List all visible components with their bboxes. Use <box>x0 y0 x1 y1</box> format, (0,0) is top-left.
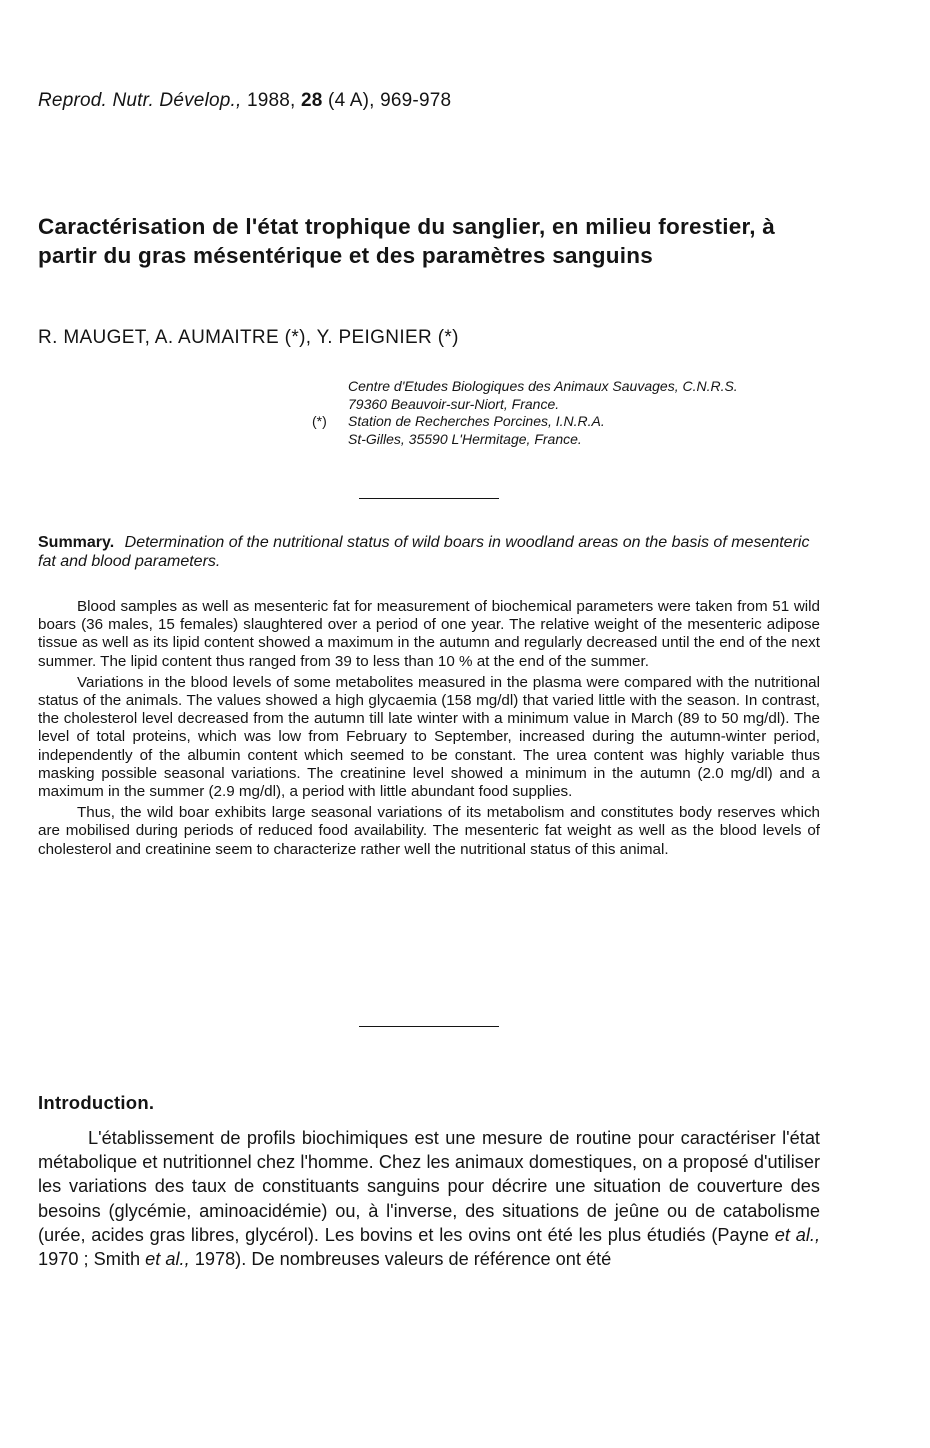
introduction-heading: Introduction. <box>38 1092 155 1113</box>
affiliations <box>312 378 738 448</box>
summary-title <box>38 533 828 571</box>
affiliation-line: 79360 Beauvoir-sur-Niort, France. <box>348 395 560 412</box>
abstract-paragraph: Variations in the blood levels of some metabolites measured in the plasma were compared with the nutritional status of the animals. The values showed a high glycaemia (158 mg/dl) that varied little with the season. In contrast, the cholesterol level decreased from the autumn till late winter with a minimum value in March (89 to 50 mg/dl). The level of total proteins, which was low from February to September, increased during the autumn-winter period, independently of the albumin content which seemed to be constant. The urea content was highly variable thus masking possible seasonal variations. The creatinine level showed a minimum in the autumn (2.0 mg/dl) and a maximum in the summer (2.9 mg/dl), a period with little abundant food supplies. <box>38 673 820 801</box>
journal-volume: 28 <box>301 90 323 111</box>
affiliation-line <box>312 413 738 431</box>
affiliation-line: St-Gilles, 35590 L'Hermitage, France. <box>348 430 582 447</box>
intro-citation-et-al: et al., <box>145 1249 190 1270</box>
journal-issue-pages: (4 A), 969-978 <box>328 90 452 111</box>
affiliation-line: Centre d'Etudes Biologiques des Animaux Sauvages, C.N.R.S. <box>348 378 738 394</box>
introduction-paragraph <box>38 1126 820 1271</box>
abstract-paragraph: Blood samples as well as mesenteric fat for measurement of biochemical parameters were taken from 51 wild boars (36 males, 15 females) slaughtered over a period of one year. The relative weight of the mesenteric adipose tissue as well as its lipid content showed a maximum in the autumn and regularly decreased until the end of the next summer. The lipid content thus ranged from 39 to less than 10 % at the end of the summer. <box>38 598 820 670</box>
journal-citation <box>38 90 451 112</box>
separator-rule <box>359 498 499 499</box>
article-title: Caractérisation de l'état trophique du sanglier, en milieu forestier, à partir du gras mésentérique et des paramètres sanguins <box>38 214 776 268</box>
separator-rule <box>359 1026 499 1027</box>
intro-text: 1978). De nombreuses valeurs de référence ont été <box>194 1249 612 1270</box>
author-list: R. MAUGET, A. AUMAITRE (*), Y. PEIGNIER (*) <box>38 327 459 348</box>
summary-english-title: Determination of the nutritional status of wild boars in woodland areas on the basis of mesenteric fat and blood parameters. <box>38 534 810 570</box>
affiliation-text: Station de Recherches Porcines, I.N.R.A. <box>348 413 605 429</box>
abstract <box>38 598 820 862</box>
intro-text: L'établissement de profils biochimiques est une mesure de routine pour caractériser l'état métabolique et nutritionnel chez l'homme. Chez les animaux domestiques, on a proposé d'utiliser les variations des taux de constituants sanguins pour décrire une situation de couverture des besoins (glycémie, aminoacidémie) ou, à l'inverse, des situations de jeûne ou de catabolisme (urée, acides gras libres, glycérol). Les bovins et les ovins ont été les plus étudiés (Payne <box>38 1128 820 1245</box>
journal-year: 1988, <box>246 90 296 111</box>
intro-text: 1970 ; Smith <box>38 1249 141 1270</box>
journal-name: Reprod. Nutr. Dévelop., <box>38 90 242 111</box>
summary-label: Summary. <box>38 534 115 551</box>
intro-citation-et-al: et al., <box>774 1224 820 1245</box>
affiliation-marker: (*) <box>312 413 327 429</box>
abstract-paragraph: Thus, the wild boar exhibits large seasonal variations of its metabolism and constitutes body reserves which are mobilised during periods of reduced food availability. The mesenteric fat weight as well as the blood levels of cholesterol and creatinine seem to characterize rather well the nutritional status of this animal. <box>38 804 820 858</box>
